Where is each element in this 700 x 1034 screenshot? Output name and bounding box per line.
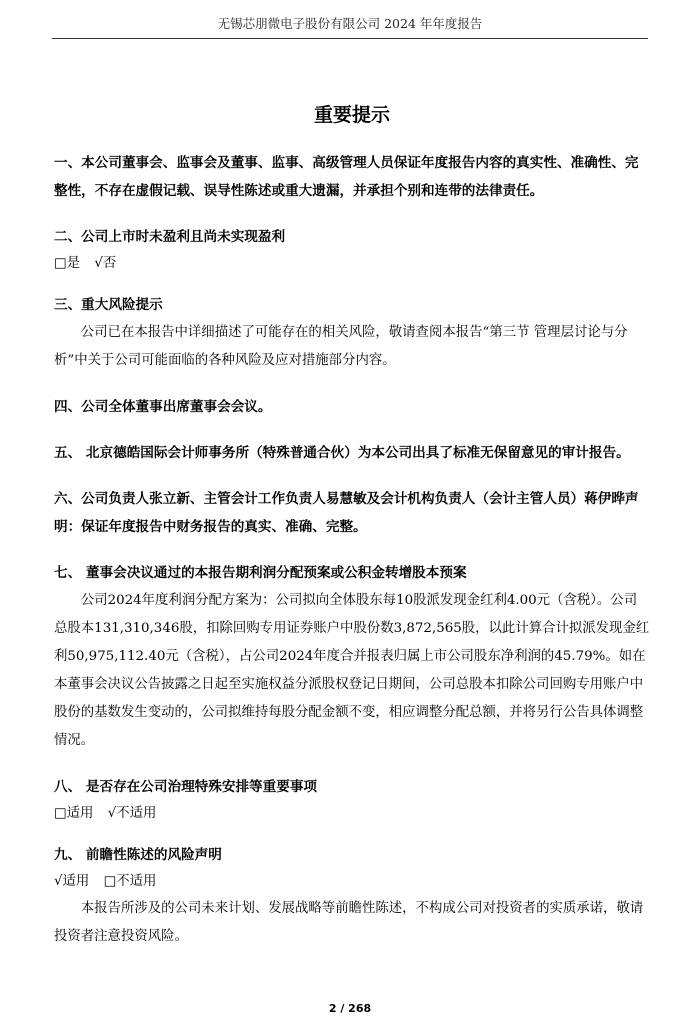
option-not-applicable: √不适用 bbox=[107, 806, 157, 821]
section-3-heading: 三、重大风险提示 bbox=[54, 297, 163, 313]
page-number: 2 / 268 bbox=[328, 1002, 372, 1015]
section-7-heading: 七、 董事会决议通过的本报告期利润分配预案或公积金转增股本预案 bbox=[54, 565, 467, 581]
option-not-applicable: □不适用 bbox=[103, 874, 157, 889]
section-8-heading: 八、 是否存在公司治理特殊安排等重要事项 bbox=[54, 779, 318, 795]
page-header bbox=[52, 14, 648, 39]
section-2-heading: 二、公司上市时未盈利且尚未实现盈利 bbox=[54, 229, 286, 245]
option-applicable: □适用 bbox=[54, 806, 94, 821]
option-no: √否 bbox=[94, 256, 117, 271]
page-title: 重要提示 bbox=[313, 104, 390, 126]
option-applicable: √适用 bbox=[54, 874, 90, 889]
section-6-heading: 六、公司负责人张立新、主管会计工作负责人易慧敏及会计机构负责人（会计主管人员）蒋伊晔声明：保证年度报告中财务报告的真实、准确、完整。 bbox=[54, 491, 639, 535]
option-yes: □是 bbox=[54, 256, 81, 271]
section-9-heading: 九、 前瞻性陈述的风险声明 bbox=[54, 847, 222, 863]
section-9-options bbox=[54, 869, 650, 895]
report-title: 无锡芯朋微电子股份有限公司 2024 年年度报告 bbox=[217, 16, 483, 31]
section-5-heading: 五、 北京德皓国际会计师事务所（特殊普通合伙）为本公司出具了标准无保留意见的审计报告。 bbox=[54, 445, 630, 461]
document-body bbox=[54, 100, 650, 951]
section-2-options bbox=[54, 251, 650, 277]
section-9-body: 本报告所涉及的公司未来计划、发展战略等前瞻性陈述，不构成公司对投资者的实质承诺，敬请投资者注意投资风险。 bbox=[54, 901, 644, 944]
section-4-heading: 四、公司全体董事出席董事会会议。 bbox=[54, 399, 272, 415]
section-7-body: 公司2024年度利润分配方案为：公司拟向全体股东每10股派发现金红利4.00元（含税）。公司总股本131,310,346股，扣除回购专用证券账户中股份数3,872,565股，以此计算合计拟派发现金红利50,975,112.40元（含税），占公司2024年度合并报表归属上市公司股东净利润的45.79%。如在本董事会决议公告披露之日起至实施权益分派股权登记日期间，公司总股本扣除公司回购专用账户中股份的基数发生变动的，公司拟维持每股分配金额不变，相应调整分配总额，并将另行公告具体调整情况。 bbox=[54, 593, 650, 748]
section-1-heading: 一、本公司董事会、监事会及董事、监事、高级管理人员保证年度报告内容的真实性、准确性、完整性，不存在虚假记载、误导性陈述或重大遗漏，并承担个别和连带的法律责任。 bbox=[54, 155, 639, 199]
section-3-body: 公司已在本报告中详细描述了可能存在的相关风险，敬请查阅本报告“第三节 管理层讨论与分析”中关于公司可能面临的各种风险及应对措施部分内容。 bbox=[54, 325, 628, 368]
section-8-options bbox=[54, 801, 650, 827]
